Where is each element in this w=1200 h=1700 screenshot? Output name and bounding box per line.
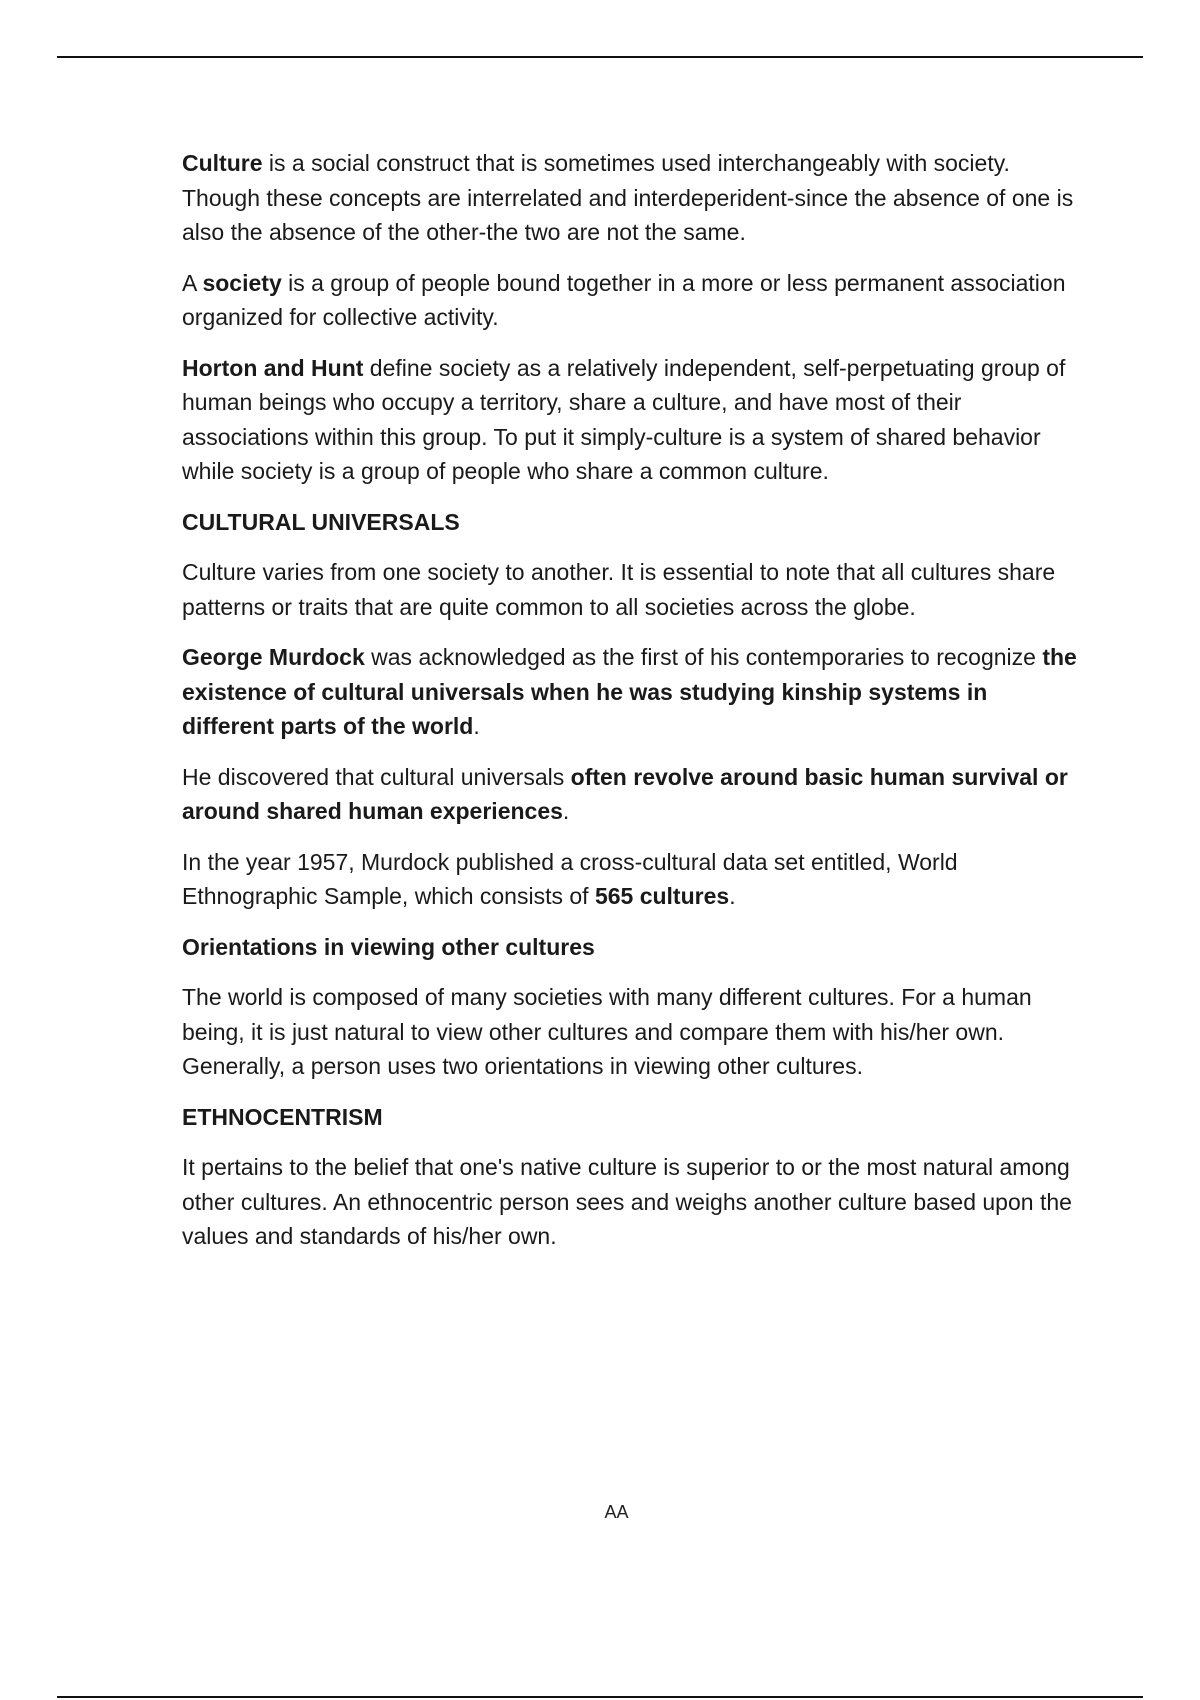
heading-cultural-universals: CULTURAL UNIVERSALS (182, 508, 460, 535)
term-565-cultures: 565 cultures (594, 883, 730, 909)
page-footer-label: AA (604, 1502, 629, 1522)
paragraph-world-composed: The world is composed of many societies with many different cultures. For a human being, it is just natural to view other cultures and compare them with his/her own. Generally, a person uses two orientations in viewing other cultures. (182, 984, 1032, 1079)
term-george-murdock: George Murdock (182, 644, 365, 670)
paragraph-society-definition: A society is a group of people bound together in a more or less permanent association organized for collective activity. (182, 269, 1066, 330)
paragraph-universals-revolve: He discovered that cultural universals often revolve around basic human survival or around shared human experiences. (182, 763, 1068, 824)
paragraph-ethnocentrism-definition: It pertains to the belief that one's native culture is superior to or the most natural among other cultures. An ethnocentric person sees and weighs another culture based upon the values and standards of his/her own. (182, 1154, 1072, 1249)
heading-orientations: Orientations in viewing other cultures (182, 933, 595, 960)
heading-ethnocentrism: ETHNOCENTRISM (182, 1103, 383, 1130)
term-society: society (202, 269, 282, 296)
paragraph-george-murdock: George Murdock was acknowledged as the first of his contemporaries to recognize the existence of cultural universals when he was studying kinship systems in different parts of the world. (182, 644, 1077, 739)
top-divider-line (57, 56, 1143, 58)
paragraph-horton-hunt: Horton and Hunt define society as a relatively independent, self-perpetuating group of human beings who occupy a territory, share a culture, and have most of their associations within this group. To put it simply-culture is a system of shared behavior while society is a group of people who share a common culture. (182, 354, 1066, 484)
term-horton-and-hunt: Horton and Hunt (182, 354, 364, 381)
paragraph-culture-varies: Culture varies from one society to another. It is essential to note that all cultures share patterns or traits that are quite common to all societies across the globe. (182, 559, 1056, 620)
paragraph-ethnographic-sample: In the year 1957, Murdock published a cross-cultural data set entitled, World Ethnographic Sample, which consists of 565 cultures. (182, 848, 958, 909)
term-culture: Culture (182, 150, 263, 176)
paragraph-culture-definition: Culture is a social construct that is sometimes used interchangeably with society. Though these concepts are interrelated and interdeperident-since the absence of one is also the absence of the other-the two are not the same. (182, 150, 1074, 245)
bottom-divider-line (57, 1696, 1143, 1698)
document-body (182, 146, 1082, 1270)
